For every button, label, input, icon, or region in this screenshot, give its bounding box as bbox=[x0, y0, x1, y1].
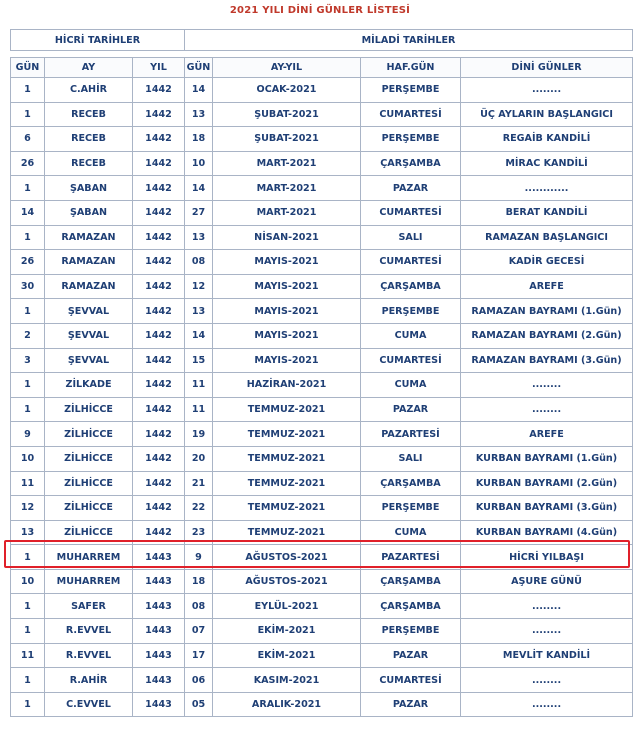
table-row bbox=[11, 78, 633, 103]
table-row bbox=[11, 299, 633, 324]
haf-gun-cell: ÇARŞAMBA bbox=[361, 274, 461, 299]
hicri-yil-cell: 1442 bbox=[133, 225, 185, 250]
table-row bbox=[11, 373, 633, 398]
hicri-gun-cell: 9 bbox=[11, 422, 45, 447]
dini-gun-cell: ........ bbox=[461, 397, 633, 422]
hicri-ay-cell: R.EVVEL bbox=[45, 643, 133, 668]
miladi-gun-cell: 14 bbox=[185, 323, 213, 348]
hicri-gun-cell: 12 bbox=[11, 496, 45, 521]
dini-gun-cell: KURBAN BAYRAMI (2.Gün) bbox=[461, 471, 633, 496]
table-row bbox=[11, 446, 633, 471]
hicri-yil-cell: 1443 bbox=[133, 594, 185, 619]
miladi-gun-cell: 27 bbox=[185, 200, 213, 225]
hicri-yil-cell: 1442 bbox=[133, 323, 185, 348]
hicri-yil-cell: 1443 bbox=[133, 643, 185, 668]
ay-yil-cell: TEMMUZ-2021 bbox=[213, 520, 361, 545]
hicri-gun-cell: 1 bbox=[11, 668, 45, 693]
dini-gun-cell: ÜÇ AYLARIN BAŞLANGICI bbox=[461, 102, 633, 127]
ay-yil-cell: ARALIK-2021 bbox=[213, 692, 361, 717]
hicri-gun-cell: 14 bbox=[11, 200, 45, 225]
hicri-ay-cell: ŞEVVAL bbox=[45, 299, 133, 324]
dini-gun-cell: KADİR GECESİ bbox=[461, 250, 633, 275]
haf-gun-cell: CUMA bbox=[361, 373, 461, 398]
haf-gun-cell: PERŞEMBE bbox=[361, 127, 461, 152]
hicri-ay-cell: ZİLKADE bbox=[45, 373, 133, 398]
miladi-gun-cell: 15 bbox=[185, 348, 213, 373]
hicri-yil-cell: 1442 bbox=[133, 102, 185, 127]
col-ay-yil: AY-YIL bbox=[213, 58, 361, 78]
hicri-ay-cell: ZİLHİCCE bbox=[45, 422, 133, 447]
table-row bbox=[11, 643, 633, 668]
miladi-gun-cell: 07 bbox=[185, 619, 213, 644]
haf-gun-cell: PAZAR bbox=[361, 397, 461, 422]
ay-yil-cell: AĞUSTOS-2021 bbox=[213, 545, 361, 570]
hicri-gun-cell: 11 bbox=[11, 643, 45, 668]
hicri-yil-cell: 1442 bbox=[133, 496, 185, 521]
miladi-gun-cell: 13 bbox=[185, 299, 213, 324]
hicri-ay-cell: ZİLHİCCE bbox=[45, 496, 133, 521]
miladi-gun-cell: 18 bbox=[185, 127, 213, 152]
dini-gun-cell: MEVLİT KANDİLİ bbox=[461, 643, 633, 668]
table-row bbox=[11, 200, 633, 225]
table-row bbox=[11, 323, 633, 348]
hicri-gun-cell: 1 bbox=[11, 619, 45, 644]
haf-gun-cell: ÇARŞAMBA bbox=[361, 594, 461, 619]
hicri-gun-cell: 1 bbox=[11, 176, 45, 201]
ay-yil-cell: AĞUSTOS-2021 bbox=[213, 569, 361, 594]
haf-gun-cell: PAZARTESİ bbox=[361, 545, 461, 570]
haf-gun-cell: ÇARŞAMBA bbox=[361, 471, 461, 496]
document-title: 2021 YILI DİNİ GÜNLER LİSTESİ bbox=[229, 5, 411, 16]
hicri-gun-cell: 2 bbox=[11, 323, 45, 348]
dini-gun-cell: ........ bbox=[461, 668, 633, 693]
ay-yil-cell: MAYIS-2021 bbox=[213, 348, 361, 373]
hicri-ay-cell: SAFER bbox=[45, 594, 133, 619]
haf-gun-cell: SALI bbox=[361, 225, 461, 250]
ay-yil-cell: MART-2021 bbox=[213, 151, 361, 176]
table-row bbox=[11, 127, 633, 152]
group-header-row bbox=[11, 30, 633, 51]
dini-gun-cell: REGAİB KANDİLİ bbox=[461, 127, 633, 152]
ay-yil-cell: TEMMUZ-2021 bbox=[213, 446, 361, 471]
miladi-gun-cell: 11 bbox=[185, 397, 213, 422]
miladi-gun-cell: 23 bbox=[185, 520, 213, 545]
ay-yil-cell: MAYIS-2021 bbox=[213, 323, 361, 348]
haf-gun-cell: ÇARŞAMBA bbox=[361, 151, 461, 176]
ay-yil-cell: ŞUBAT-2021 bbox=[213, 102, 361, 127]
hicri-gun-cell: 1 bbox=[11, 692, 45, 717]
hicri-ay-cell: ZİLHİCCE bbox=[45, 520, 133, 545]
haf-gun-cell: PAZAR bbox=[361, 176, 461, 201]
hicri-ay-cell: C.EVVEL bbox=[45, 692, 133, 717]
miladi-gun-cell: 12 bbox=[185, 274, 213, 299]
miladi-gun-cell: 06 bbox=[185, 668, 213, 693]
hicri-yil-cell: 1442 bbox=[133, 274, 185, 299]
table-row bbox=[11, 569, 633, 594]
hicri-ay-cell: C.AHİR bbox=[45, 78, 133, 103]
hicri-ay-cell: RAMAZAN bbox=[45, 274, 133, 299]
hicri-gun-cell: 11 bbox=[11, 471, 45, 496]
hicri-ay-cell: ZİLHİCCE bbox=[45, 446, 133, 471]
hicri-yil-cell: 1443 bbox=[133, 545, 185, 570]
hicri-ay-cell: ŞEVVAL bbox=[45, 348, 133, 373]
table-row bbox=[11, 176, 633, 201]
ay-yil-cell: OCAK-2021 bbox=[213, 78, 361, 103]
religious-days-table bbox=[10, 29, 633, 717]
hicri-gun-cell: 13 bbox=[11, 520, 45, 545]
dini-gun-cell: BERAT KANDİLİ bbox=[461, 200, 633, 225]
ay-yil-cell: TEMMUZ-2021 bbox=[213, 422, 361, 447]
dini-gun-cell: KURBAN BAYRAMI (1.Gün) bbox=[461, 446, 633, 471]
miladi-gun-cell: 21 bbox=[185, 471, 213, 496]
miladi-gun-cell: 9 bbox=[185, 545, 213, 570]
miladi-gun-cell: 14 bbox=[185, 78, 213, 103]
dini-gun-cell: AREFE bbox=[461, 274, 633, 299]
hicri-yil-cell: 1442 bbox=[133, 200, 185, 225]
hicri-ay-cell: MUHARREM bbox=[45, 545, 133, 570]
dini-gun-cell: RAMAZAN BAŞLANGICI bbox=[461, 225, 633, 250]
ay-yil-cell: ŞUBAT-2021 bbox=[213, 127, 361, 152]
haf-gun-cell: PAZARTESİ bbox=[361, 422, 461, 447]
hicri-ay-cell: ŞABAN bbox=[45, 200, 133, 225]
miladi-gun-cell: 17 bbox=[185, 643, 213, 668]
hicri-yil-cell: 1443 bbox=[133, 569, 185, 594]
hicri-gun-cell: 30 bbox=[11, 274, 45, 299]
haf-gun-cell: CUMA bbox=[361, 520, 461, 545]
table-row bbox=[11, 520, 633, 545]
dini-gun-cell: AŞURE GÜNÜ bbox=[461, 569, 633, 594]
hicri-yil-cell: 1442 bbox=[133, 151, 185, 176]
haf-gun-cell: CUMARTESİ bbox=[361, 200, 461, 225]
col-hicri-yil: YIL bbox=[133, 58, 185, 78]
dini-gun-cell: ........ bbox=[461, 373, 633, 398]
hicri-gun-cell: 1 bbox=[11, 373, 45, 398]
hicri-gun-cell: 26 bbox=[11, 151, 45, 176]
dini-gun-cell: ........ bbox=[461, 619, 633, 644]
hicri-yil-cell: 1442 bbox=[133, 422, 185, 447]
col-miladi-gun: GÜN bbox=[185, 58, 213, 78]
table-row bbox=[11, 348, 633, 373]
ay-yil-cell: KASIM-2021 bbox=[213, 668, 361, 693]
haf-gun-cell: PERŞEMBE bbox=[361, 299, 461, 324]
haf-gun-cell: SALI bbox=[361, 446, 461, 471]
table-row bbox=[11, 545, 633, 570]
table-row bbox=[11, 668, 633, 693]
ay-yil-cell: MART-2021 bbox=[213, 176, 361, 201]
hicri-ay-cell: ZİLHİCCE bbox=[45, 397, 133, 422]
miladi-group-header: MİLADİ TARİHLER bbox=[185, 30, 633, 51]
col-haf-gun: HAF.GÜN bbox=[361, 58, 461, 78]
table-row bbox=[11, 496, 633, 521]
hicri-ay-cell: RAMAZAN bbox=[45, 225, 133, 250]
hicri-ay-cell: RECEB bbox=[45, 151, 133, 176]
ay-yil-cell: EKİM-2021 bbox=[213, 619, 361, 644]
dini-gun-cell: MİRAC KANDİLİ bbox=[461, 151, 633, 176]
haf-gun-cell: PERŞEMBE bbox=[361, 619, 461, 644]
hicri-yil-cell: 1442 bbox=[133, 520, 185, 545]
haf-gun-cell: PERŞEMBE bbox=[361, 78, 461, 103]
hicri-yil-cell: 1442 bbox=[133, 373, 185, 398]
hicri-yil-cell: 1442 bbox=[133, 446, 185, 471]
dini-gun-cell: ............ bbox=[461, 176, 633, 201]
miladi-gun-cell: 19 bbox=[185, 422, 213, 447]
ay-yil-cell: TEMMUZ-2021 bbox=[213, 496, 361, 521]
haf-gun-cell: PERŞEMBE bbox=[361, 496, 461, 521]
hicri-gun-cell: 10 bbox=[11, 569, 45, 594]
miladi-gun-cell: 05 bbox=[185, 692, 213, 717]
table-row bbox=[11, 397, 633, 422]
hicri-yil-cell: 1442 bbox=[133, 348, 185, 373]
dini-gun-cell: KURBAN BAYRAMI (4.Gün) bbox=[461, 520, 633, 545]
dini-gun-cell: HİCRİ YILBAŞI bbox=[461, 545, 633, 570]
dini-gun-cell: RAMAZAN BAYRAMI (1.Gün) bbox=[461, 299, 633, 324]
hicri-yil-cell: 1442 bbox=[133, 176, 185, 201]
col-hicri-ay: AY bbox=[45, 58, 133, 78]
haf-gun-cell: ÇARŞAMBA bbox=[361, 569, 461, 594]
table-row bbox=[11, 250, 633, 275]
hicri-gun-cell: 1 bbox=[11, 299, 45, 324]
miladi-gun-cell: 11 bbox=[185, 373, 213, 398]
miladi-gun-cell: 18 bbox=[185, 569, 213, 594]
haf-gun-cell: CUMARTESİ bbox=[361, 250, 461, 275]
hicri-yil-cell: 1443 bbox=[133, 668, 185, 693]
table-row bbox=[11, 274, 633, 299]
haf-gun-cell: PAZAR bbox=[361, 643, 461, 668]
ay-yil-cell: TEMMUZ-2021 bbox=[213, 471, 361, 496]
hicri-yil-cell: 1443 bbox=[133, 692, 185, 717]
hicri-gun-cell: 1 bbox=[11, 78, 45, 103]
col-dini-gunler: DİNİ GÜNLER bbox=[461, 58, 633, 78]
hicri-yil-cell: 1442 bbox=[133, 127, 185, 152]
hicri-ay-cell: RECEB bbox=[45, 102, 133, 127]
hicri-ay-cell: R.AHİR bbox=[45, 668, 133, 693]
table-body bbox=[11, 78, 633, 717]
miladi-gun-cell: 14 bbox=[185, 176, 213, 201]
dini-gun-cell: ........ bbox=[461, 692, 633, 717]
hicri-yil-cell: 1442 bbox=[133, 250, 185, 275]
ay-yil-cell: EYLÜL-2021 bbox=[213, 594, 361, 619]
col-hicri-gun: GÜN bbox=[11, 58, 45, 78]
column-header-row bbox=[11, 58, 633, 78]
miladi-gun-cell: 13 bbox=[185, 102, 213, 127]
table-row bbox=[11, 225, 633, 250]
haf-gun-cell: PAZAR bbox=[361, 692, 461, 717]
dini-gun-cell: RAMAZAN BAYRAMI (3.Gün) bbox=[461, 348, 633, 373]
hicri-ay-cell: ZİLHİCCE bbox=[45, 471, 133, 496]
table-row bbox=[11, 471, 633, 496]
hicri-ay-cell: ŞEVVAL bbox=[45, 323, 133, 348]
hicri-gun-cell: 1 bbox=[11, 594, 45, 619]
ay-yil-cell: NİSAN-2021 bbox=[213, 225, 361, 250]
miladi-gun-cell: 20 bbox=[185, 446, 213, 471]
hicri-ay-cell: ŞABAN bbox=[45, 176, 133, 201]
dini-gun-cell: AREFE bbox=[461, 422, 633, 447]
hicri-yil-cell: 1442 bbox=[133, 397, 185, 422]
ay-yil-cell: TEMMUZ-2021 bbox=[213, 397, 361, 422]
hicri-group-header: HİCRİ TARİHLER bbox=[11, 30, 185, 51]
ay-yil-cell: MART-2021 bbox=[213, 200, 361, 225]
miladi-gun-cell: 22 bbox=[185, 496, 213, 521]
table-row bbox=[11, 594, 633, 619]
miladi-gun-cell: 10 bbox=[185, 151, 213, 176]
haf-gun-cell: CUMARTESİ bbox=[361, 348, 461, 373]
hicri-yil-cell: 1442 bbox=[133, 299, 185, 324]
hicri-yil-cell: 1442 bbox=[133, 471, 185, 496]
ay-yil-cell: EKİM-2021 bbox=[213, 643, 361, 668]
haf-gun-cell: CUMA bbox=[361, 323, 461, 348]
hicri-gun-cell: 6 bbox=[11, 127, 45, 152]
miladi-gun-cell: 08 bbox=[185, 594, 213, 619]
ay-yil-cell: MAYIS-2021 bbox=[213, 250, 361, 275]
ay-yil-cell: MAYIS-2021 bbox=[213, 299, 361, 324]
table-row bbox=[11, 151, 633, 176]
hicri-yil-cell: 1443 bbox=[133, 619, 185, 644]
hicri-gun-cell: 1 bbox=[11, 102, 45, 127]
dini-gun-cell: ........ bbox=[461, 594, 633, 619]
hicri-gun-cell: 3 bbox=[11, 348, 45, 373]
table-row bbox=[11, 619, 633, 644]
miladi-gun-cell: 13 bbox=[185, 225, 213, 250]
hicri-gun-cell: 26 bbox=[11, 250, 45, 275]
dini-gun-cell: ........ bbox=[461, 78, 633, 103]
ay-yil-cell: HAZİRAN-2021 bbox=[213, 373, 361, 398]
table-row bbox=[11, 422, 633, 447]
hicri-gun-cell: 1 bbox=[11, 545, 45, 570]
hicri-ay-cell: RAMAZAN bbox=[45, 250, 133, 275]
table-row bbox=[11, 692, 633, 717]
dini-gun-cell: KURBAN BAYRAMI (3.Gün) bbox=[461, 496, 633, 521]
hicri-ay-cell: RECEB bbox=[45, 127, 133, 152]
haf-gun-cell: CUMARTESİ bbox=[361, 102, 461, 127]
hicri-gun-cell: 1 bbox=[11, 225, 45, 250]
hicri-yil-cell: 1442 bbox=[133, 78, 185, 103]
dini-gun-cell: RAMAZAN BAYRAMI (2.Gün) bbox=[461, 323, 633, 348]
table-row bbox=[11, 102, 633, 127]
miladi-gun-cell: 08 bbox=[185, 250, 213, 275]
hicri-gun-cell: 1 bbox=[11, 397, 45, 422]
hicri-ay-cell: R.EVVEL bbox=[45, 619, 133, 644]
haf-gun-cell: CUMARTESİ bbox=[361, 668, 461, 693]
hicri-gun-cell: 10 bbox=[11, 446, 45, 471]
ay-yil-cell: MAYIS-2021 bbox=[213, 274, 361, 299]
hicri-ay-cell: MUHARREM bbox=[45, 569, 133, 594]
